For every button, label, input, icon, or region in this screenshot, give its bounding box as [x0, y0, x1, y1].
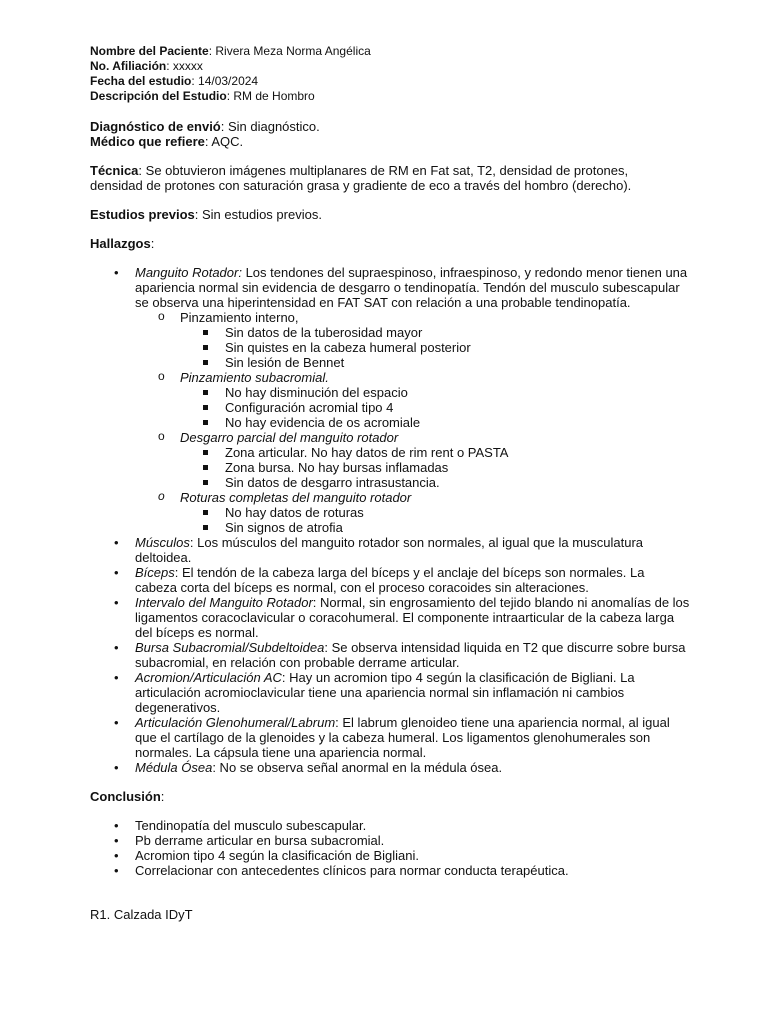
bursa-label: Bursa Subacromial/Subdeltoidea: [135, 640, 325, 655]
affiliation-label: No. Afiliación: [90, 59, 167, 73]
signature: R1. Calzada IDyT: [90, 907, 193, 922]
sub1-label: Pinzamiento interno,: [180, 310, 299, 325]
glenohumeral-label: Articulación Glenohumeral/Labrum: [135, 715, 336, 730]
list-item: Zona articular. No hay datos de rim rent o PASTA: [180, 445, 690, 460]
sub2-list: [180, 385, 690, 430]
subitem-subacromial-impingement: [135, 370, 690, 430]
previous-studies-line: [90, 207, 690, 222]
rotator-text: Los tendones del supraespinoso, infraespinoso, y redondo menor tienen una apariencia normal sin evidencia de desgarro o tendinopatía. Tendón del musculo subescapular se observa una hiperintensidad en FAT SAT con relación a una probable tendinopatía.: [135, 265, 688, 310]
diagnosis-line: [90, 119, 690, 134]
subitem-partial-tear: [135, 430, 690, 490]
list-item: Sin datos de la tuberosidad mayor: [180, 325, 690, 340]
sub1-list: [180, 325, 690, 370]
list-item: • Acromion tipo 4 según la clasificación de Bigliani.: [90, 848, 690, 863]
technique-label: Técnica: [90, 163, 139, 178]
biceps-label: Bíceps: [135, 565, 175, 580]
report-header: [90, 44, 690, 104]
list-item: Sin quistes en la cabeza humeral posterior: [180, 340, 690, 355]
date-value: : 14/03/2024: [191, 74, 259, 88]
date-label: Fecha del estudio: [90, 74, 192, 88]
description-value: : RM de Hombro: [226, 89, 315, 103]
biceps-text: : El tendón de la cabeza larga del bíceps y el anclaje del bíceps son normales. La cabeza corta del bíceps es normal, con el proceso coracoides sin alteraciones.: [135, 565, 645, 595]
rotator-sublist: [135, 310, 690, 535]
conclusion-list: [90, 818, 690, 878]
sub3-label: Desgarro parcial del manguito rotador: [180, 430, 399, 445]
list-item: • Pb derrame articular en bursa subacromial.: [90, 833, 690, 848]
referral-section: [90, 119, 690, 149]
finding-glenohumeral: [90, 715, 690, 760]
muscles-text: : Los músculos del manguito rotador son normales, al igual que la musculatura deltoidea.: [135, 535, 643, 565]
date-line: [90, 74, 690, 89]
finding-biceps: [90, 565, 690, 595]
conclusion-label: Conclusión: [90, 789, 161, 804]
previous-label: Estudios previos: [90, 207, 195, 222]
list-item: Sin lesión de Bennet: [180, 355, 690, 370]
findings-colon: :: [150, 236, 155, 251]
technique-paragraph: [90, 163, 650, 193]
list-item: • Correlacionar con antecedentes clínicos para normar conducta terapéutica.: [90, 863, 690, 878]
acromion-label: Acromion/Articulación AC: [135, 670, 282, 685]
affiliation-line: [90, 59, 690, 74]
patient-value: : Rivera Meza Norma Angélica: [208, 44, 371, 58]
list-item: Sin datos de desgarro intrasustancia.: [180, 475, 690, 490]
sub3-list: [180, 445, 690, 490]
glenohumeral-text: : El labrum glenoideo tiene una apariencia normal, al igual que el cartílago de la glenoides y la cabeza humeral. Los ligamentos glenohumerales son normales. La cápsula tiene una apariencia normal.: [135, 715, 670, 760]
doctor-label: Médico que refiere: [90, 134, 205, 149]
list-item: No hay evidencia de os acromiale: [180, 415, 690, 430]
interval-text: : Normal, sin engrosamiento del tejido blando ni anomalías de los ligamentos coracoclavicular o coracohumeral. El componente intraarticular de la cabeza larga del bíceps es normal.: [135, 595, 690, 640]
finding-bone-marrow: [90, 760, 690, 775]
affiliation-value: : xxxxx: [166, 59, 203, 73]
finding-rotator-cuff: [90, 265, 690, 535]
bursa-text: : Se observa intensidad liquida en T2 que discurre sobre bursa subacromial, en relación con probable derrame articular.: [135, 640, 686, 670]
interval-label: Intervalo del Manguito Rotador: [135, 595, 313, 610]
list-item: • Tendinopatía del musculo subescapular.: [90, 818, 690, 833]
rotator-label: Manguito Rotador:: [135, 265, 242, 280]
sub4-label: Roturas completas del manguito rotador: [180, 490, 412, 505]
list-item: Zona bursa. No hay bursas inflamadas: [180, 460, 690, 475]
list-item: No hay disminución del espacio: [180, 385, 690, 400]
conclusion-colon: :: [160, 789, 165, 804]
sub4-list: [180, 505, 690, 535]
finding-acromion: [90, 670, 690, 715]
doctor-line: [90, 134, 690, 149]
patient-line: [90, 44, 690, 59]
list-item: Configuración acromial tipo 4: [180, 400, 690, 415]
diagnosis-value: : Sin diagnóstico.: [220, 119, 320, 134]
findings-label: Hallazgos: [90, 236, 151, 251]
previous-value: : Sin estudios previos.: [194, 207, 322, 222]
finding-muscles: [90, 535, 690, 565]
muscles-label: Músculos: [135, 535, 190, 550]
findings-heading: [90, 236, 690, 251]
patient-label: Nombre del Paciente: [90, 44, 209, 58]
sub2-label: Pinzamiento subacromial.: [180, 370, 329, 385]
list-item: No hay datos de roturas: [180, 505, 690, 520]
conclusion-heading: [90, 789, 690, 804]
description-line: [90, 89, 690, 104]
acromion-text: : Hay un acromion tipo 4 según la clasificación de Bigliani. La articulación acromioclavicular tiene una apariencia normal sin inflamación ni cambios degenerativos.: [135, 670, 635, 715]
findings-list: [90, 265, 690, 775]
finding-rotator-interval: [90, 595, 690, 640]
marrow-text: : No se observa señal anormal en la médula ósea.: [212, 760, 503, 775]
diagnosis-label: Diagnóstico de envió: [90, 119, 221, 134]
marrow-label: Médula Ósea: [135, 760, 213, 775]
technique-value: : Se obtuvieron imágenes multiplanares de RM en Fat sat, T2, densidad de protones, densidad de protones con saturación grasa y gradiente de eco a través del hombro (derecho).: [90, 163, 632, 193]
doctor-value: : AQC.: [204, 134, 244, 149]
description-label: Descripción del Estudio: [90, 89, 227, 103]
list-item: Sin signos de atrofia: [180, 520, 690, 535]
subitem-internal-impingement: [135, 310, 690, 370]
finding-bursa: [90, 640, 690, 670]
subitem-complete-tear: [135, 490, 690, 535]
report-page: [90, 44, 690, 922]
